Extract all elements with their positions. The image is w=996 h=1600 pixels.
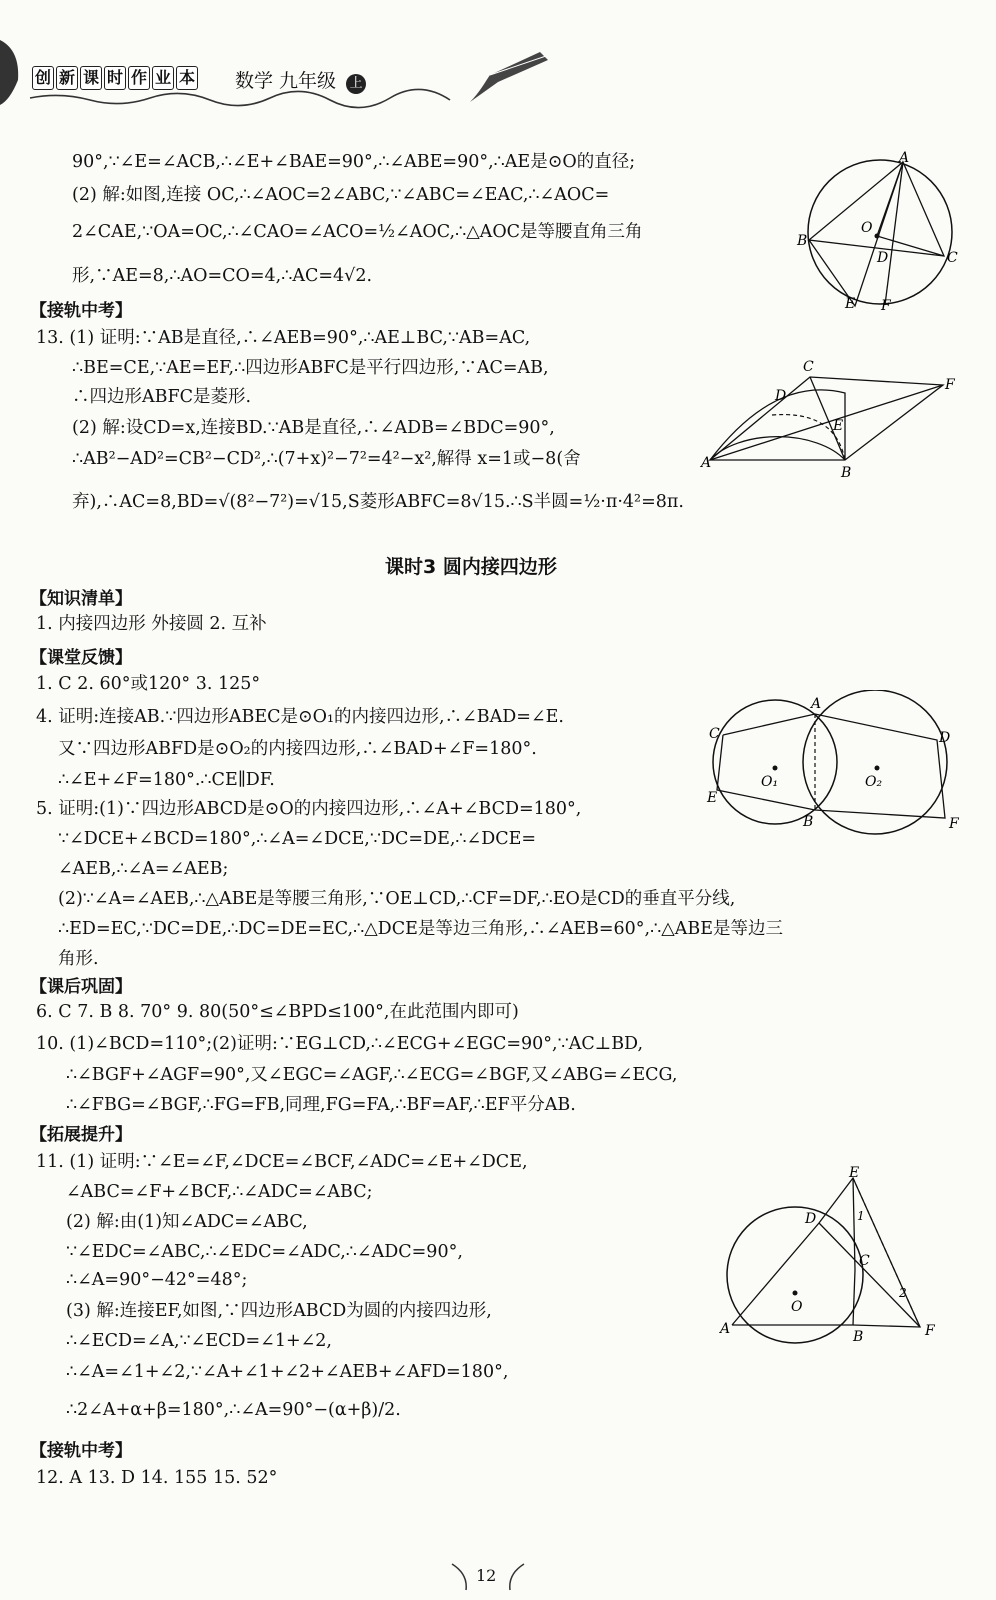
label-C: C bbox=[803, 359, 814, 375]
section-heading: 【接轨中考】 bbox=[30, 301, 132, 321]
header-char-6: 业 bbox=[152, 66, 174, 90]
header-subject-text: 数学 九年级 bbox=[235, 70, 337, 92]
text-line: ∵∠DCE+∠BCD=180°,∴∠A=∠DCE,∵DC=DE,∴∠DCE= bbox=[58, 829, 537, 849]
text-line: 1. C 2. 60°或120° 3. 125° bbox=[36, 674, 261, 694]
header-char-1: 创 bbox=[32, 66, 54, 90]
figure-rhombus bbox=[695, 355, 965, 485]
section-heading: 【知识清单】 bbox=[30, 589, 132, 609]
section-heading: 【接轨中考】 bbox=[30, 1441, 132, 1461]
text-line: (2)∵∠A=∠AEB,∴△ABE是等腰三角形,∵OE⊥CD,∴CF=DF,∴EO是CD的垂直平分线, bbox=[58, 889, 736, 909]
label-A: A bbox=[899, 150, 910, 166]
label-A: A bbox=[720, 1321, 731, 1337]
text-line: 角形. bbox=[58, 949, 99, 969]
text-line: 6. C 7. B 8. 70° 9. 80(50°≤∠BPD≤100°,在此范围内即可) bbox=[36, 1002, 519, 1022]
section-heading: 【课堂反馈】 bbox=[30, 648, 132, 668]
label-F: F bbox=[925, 1323, 935, 1339]
label-B: B bbox=[841, 465, 852, 481]
text-line: ∴ED=EC,∵DC=DE,∴DC=DE=EC,∴△DCE是等边三角形,∴∠AEB=60°,∴△ABE是等边三 bbox=[58, 919, 783, 939]
text-line: ∴2∠A+α+β=180°,∴∠A=90°−(α+β)/2. bbox=[66, 1400, 401, 1420]
section-heading: 【课后巩固】 bbox=[30, 977, 132, 997]
text-line: 11. (1) 证明:∵∠E=∠F,∠DCE=∠BCF,∠ADC=∠E+∠DCE, bbox=[36, 1152, 528, 1172]
text-line: (2) 解:由(1)知∠ADC=∠ABC, bbox=[66, 1212, 308, 1232]
label-E: E bbox=[849, 1165, 860, 1181]
label-B: B bbox=[797, 233, 808, 249]
header-char-7: 本 bbox=[176, 66, 198, 90]
text-line: (3) 解:连接EF,如图,∵四边形ABCD为圆的内接四边形, bbox=[66, 1301, 492, 1321]
label-C: C bbox=[709, 726, 720, 742]
text-line: ∴BE=CE,∵AE=EF,∴四边形ABFC是平行四边形,∵AC=AB, bbox=[72, 358, 549, 378]
text-line: ∴AB²−AD²=CB²−CD²,∴(7+x)²−7²=4²−x²,解得 x=1或−8(舍 bbox=[72, 449, 581, 469]
angle-1-label: 1 bbox=[857, 1209, 865, 1223]
label-B: B bbox=[803, 814, 814, 830]
text-line: ∴∠ECD=∠A,∵∠ECD=∠1+∠2, bbox=[66, 1331, 332, 1351]
text-line: (2) 解:设CD=x,连接BD.∵AB是直径,∴∠ADB=∠BDC=90°, bbox=[72, 418, 555, 438]
figure-two-circles bbox=[705, 690, 995, 840]
label-A: A bbox=[701, 455, 712, 471]
text-line: ∠ABC=∠F+∠BCF,∴∠ADC=∠ABC; bbox=[66, 1182, 373, 1202]
label-D: D bbox=[805, 1211, 817, 1227]
header-char-5: 作 bbox=[128, 66, 150, 90]
angle-2-label: 2 bbox=[899, 1286, 907, 1300]
text-line: 10. (1)∠BCD=110°;(2)证明:∵EG⊥CD,∴∠ECG+∠EGC=90°,∵AC⊥BD, bbox=[36, 1034, 644, 1054]
text-line: 形,∵AE=8,∴AO=CO=4,∴AC=4√2. bbox=[72, 266, 373, 286]
page-header bbox=[0, 0, 996, 110]
figure-inscribed-quadrilateral bbox=[715, 1165, 965, 1355]
label-D: D bbox=[775, 388, 787, 404]
text-line: 90°,∵∠E=∠ACB,∴∠E+∠BAE=90°,∴∠ABE=90°,∴AE是⊙O的直径; bbox=[72, 152, 636, 172]
text-line: 4. 证明:连接AB.∵四边形ABEC是⊙O₁的内接四边形,∴∠BAD=∠E. bbox=[36, 707, 564, 727]
text-line: 1. 内接四边形 外接圆 2. 互补 bbox=[36, 614, 267, 634]
page-number: 12 bbox=[476, 1566, 497, 1585]
text-line: 13. (1) 证明:∵AB是直径,∴∠AEB=90°,∴AE⊥BC,∵AB=AC, bbox=[36, 328, 531, 348]
figure-circle-aoc bbox=[795, 150, 975, 315]
label-E: E bbox=[833, 418, 844, 434]
header-subject bbox=[235, 66, 366, 94]
label-F: F bbox=[949, 816, 959, 832]
text-line: 12. A 13. D 14. 155 15. 52° bbox=[36, 1468, 278, 1488]
text-line: ∴∠BGF+∠AGF=90°,又∠EGC=∠AGF,∴∠ECG=∠BGF,又∠ABG=∠ECG, bbox=[66, 1065, 678, 1085]
text-line: ∴∠E+∠F=180°.∴CE∥DF. bbox=[58, 770, 275, 790]
text-line: 2∠CAE,∵OA=OC,∴∠CAO=∠ACO=½∠AOC,∴△AOC是等腰直角三角 bbox=[72, 222, 643, 242]
label-B: B bbox=[853, 1329, 864, 1345]
label-A: A bbox=[811, 696, 822, 712]
text-line: (2) 解:如图,连接 OC,∴∠AOC=2∠ABC,∵∠ABC=∠EAC,∴∠AOC= bbox=[72, 185, 610, 205]
label-D: D bbox=[877, 250, 889, 266]
label-O1: O₁ bbox=[761, 774, 779, 790]
text-line: ∠AEB,∴∠A=∠AEB; bbox=[58, 859, 229, 879]
header-char-2: 新 bbox=[56, 66, 78, 90]
label-O: O bbox=[791, 1299, 803, 1315]
lesson-title: 课时3 圆内接四边形 bbox=[385, 556, 557, 578]
label-O: O bbox=[861, 220, 873, 236]
label-C: C bbox=[859, 1253, 870, 1269]
label-F: F bbox=[945, 377, 955, 393]
label-E: E bbox=[707, 790, 718, 806]
text-line: ∴∠FBG=∠BGF,∴FG=FB,同理,FG=FA,∴BF=AF,∴EF平分AB. bbox=[66, 1095, 576, 1115]
text-line: ∵∠EDC=∠ABC,∴∠EDC=∠ADC,∴∠ADC=90°, bbox=[66, 1242, 463, 1262]
text-line: 5. 证明:(1)∵四边形ABCD是⊙O的内接四边形,∴∠A+∠BCD=180°, bbox=[36, 799, 582, 819]
label-C: C bbox=[947, 250, 958, 266]
text-line: ∴四边形ABFC是菱形. bbox=[72, 387, 252, 407]
section-heading: 【拓展提升】 bbox=[30, 1125, 132, 1145]
volume-badge: 上 bbox=[346, 74, 366, 94]
label-E: E bbox=[845, 296, 856, 312]
label-F: F bbox=[881, 298, 891, 314]
text-line: ∴∠A=90°−42°=48°; bbox=[66, 1270, 248, 1290]
header-char-3: 课 bbox=[80, 66, 102, 90]
text-line: 弃),∴AC=8,BD=√(8²−7²)=√15,S菱形ABFC=8√15.∴S半圆=½·π·4²=8π. bbox=[72, 492, 684, 512]
text-line: ∴∠A=∠1+∠2,∵∠A+∠1+∠2+∠AEB+∠AFD=180°, bbox=[66, 1362, 509, 1382]
header-char-4: 时 bbox=[104, 66, 126, 90]
header-decoration bbox=[0, 0, 996, 110]
label-D: D bbox=[939, 730, 951, 746]
text-line: 又∵四边形ABFD是⊙O₂的内接四边形,∴∠BAD+∠F=180°. bbox=[58, 739, 537, 759]
label-O2: O₂ bbox=[865, 774, 883, 790]
